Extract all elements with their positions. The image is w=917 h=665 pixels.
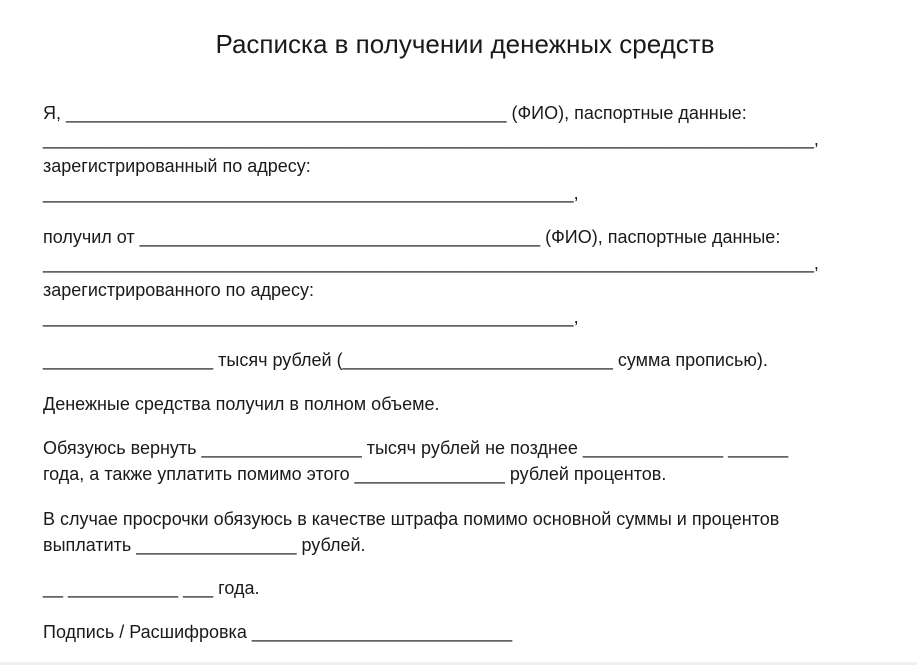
repayment-line-1: Обязуюсь вернуть ________________ тысяч рублей не позднее ______________ ______ xyxy=(43,438,789,458)
repayment-line-2: года, а также уплатить помимо этого _______________ рублей процентов. xyxy=(43,464,667,484)
signature-line: Подпись / Расшифровка __________________________ xyxy=(43,622,513,642)
lender-name-line: получил от ________________________________________ (ФИО), паспортные данные: xyxy=(43,227,781,247)
amount-line: _________________ тысяч рублей (___________________________ сумма прописью). xyxy=(43,350,768,370)
received-statement: Денежные средства получил в полном объеме. xyxy=(43,394,440,414)
borrower-address-line: _____________________________________________________, xyxy=(43,183,579,203)
penalty-line-2: выплатить ________________ рублей. xyxy=(43,535,366,555)
lender-address-line: _____________________________________________________, xyxy=(43,307,579,327)
lender-passport-line: _____________________________________________________________________________, xyxy=(43,253,819,273)
penalty-line-1: В случае просрочки обязуюсь в качестве штрафа помимо основной суммы и процентов xyxy=(43,509,780,529)
borrower-name-line: Я, ____________________________________________ (ФИО), паспортные данные: xyxy=(43,103,747,123)
date-line: __ ___________ ___ года. xyxy=(43,578,260,598)
document-title: Расписка в получении денежных средств xyxy=(215,29,715,59)
borrower-address-label: зарегистрированный по адресу: xyxy=(43,156,311,176)
lender-address-label: зарегистрированного по адресу: xyxy=(43,280,314,300)
borrower-passport-line: _____________________________________________________________________________, xyxy=(43,129,819,149)
